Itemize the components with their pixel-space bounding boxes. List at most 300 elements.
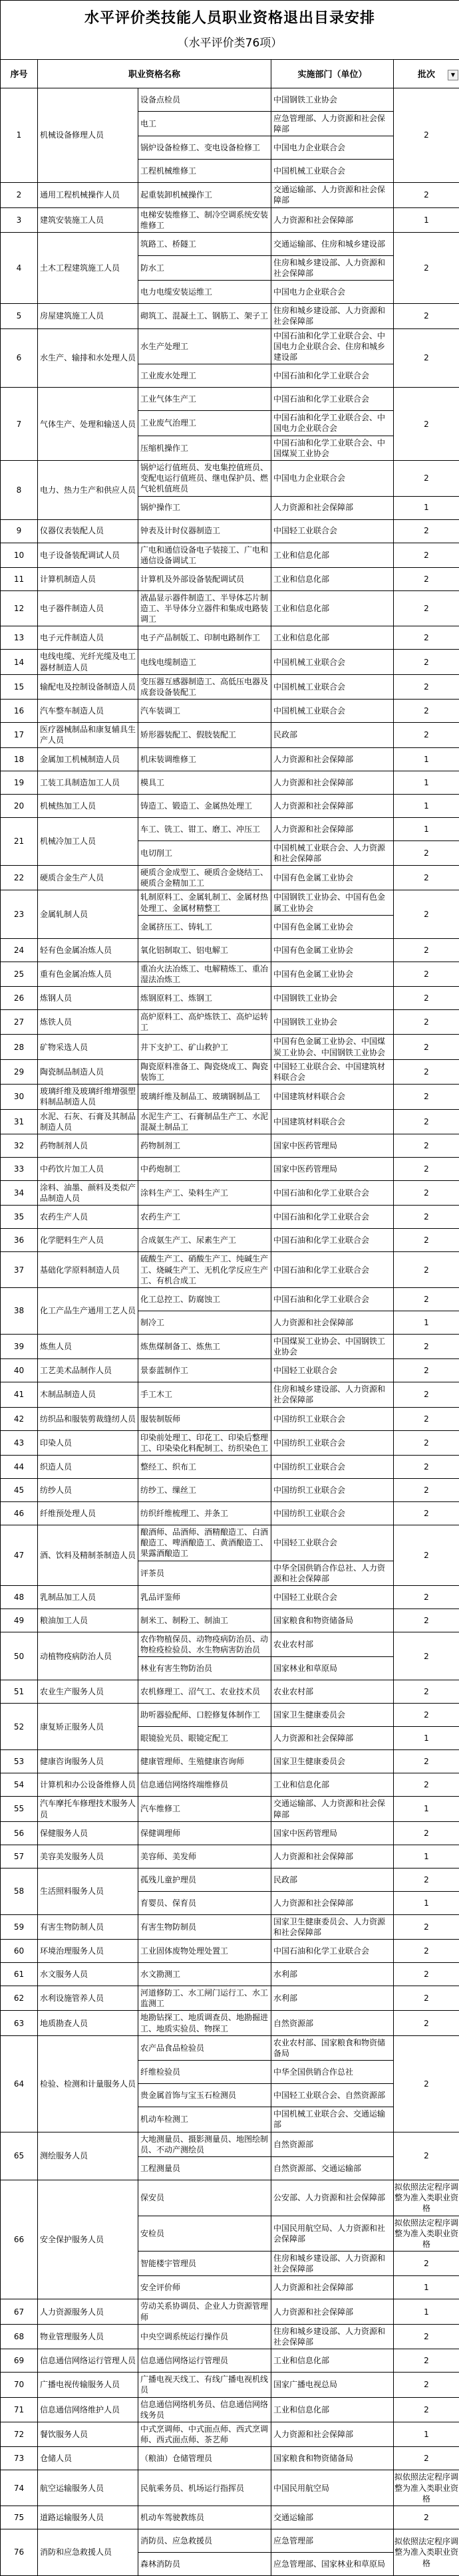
row-no-cell: 11: [1, 567, 38, 590]
batch-cell: 拟依照法定程序调整为准入类职业资格: [394, 2529, 459, 2575]
row-no-cell: 68: [1, 2324, 38, 2349]
row-no-cell: 30: [1, 1085, 38, 1109]
row-no-cell: 25: [1, 962, 38, 986]
batch-cell: 2: [394, 2011, 459, 2035]
department-cell: 中国石油和化学工业联合会: [271, 1206, 394, 1229]
qualification-cell: 金属挤压工、铸轧工: [138, 915, 271, 938]
group-cell: 织造人员: [38, 1456, 138, 1479]
batch-cell: 2: [394, 1059, 459, 1084]
row-no-cell: 60: [1, 1940, 38, 1963]
department-cell: 中国轻工业联合会: [271, 1359, 394, 1382]
qualification-cell: 保健调理师: [138, 1821, 271, 1845]
table-row: [1, 2180, 459, 2216]
qualification-cell: 安检员: [138, 2216, 271, 2252]
department-cell: 工业和信息化部: [271, 590, 394, 626]
table-row: [1, 1180, 459, 1205]
group-cell: 水生产、输排和水处理人员: [38, 328, 138, 388]
department-cell: 工业和信息化部: [271, 626, 394, 650]
qualification-cell: 民航乘务员、机场运行指挥员: [138, 2470, 271, 2506]
department-cell: 中国石油和化学工业联合会、中国电力企业联合会: [271, 411, 394, 436]
row-no-cell: 57: [1, 1845, 38, 1868]
group-cell: 纺织品和服装剪裁缝纫人员: [38, 1407, 138, 1430]
batch-cell: 2: [394, 304, 459, 328]
group-cell: 航空运输服务人员: [38, 2470, 138, 2506]
qualification-cell: 信息通信网络运行管理员: [138, 2349, 271, 2373]
department-cell: 住房和城乡建设部、人力资源和社会保障部: [271, 255, 394, 280]
qualification-cell: 炼钢原料工、炼钢工: [138, 987, 271, 1010]
row-no-cell: 69: [1, 2349, 38, 2373]
group-cell: 重有色金属冶炼人员: [38, 962, 138, 986]
row-no-cell: 31: [1, 1109, 38, 1134]
qualification-cell: 河道修防工、水工闸门运行工、水工监测工: [138, 1986, 271, 2011]
table-row: [1, 865, 459, 890]
department-cell: 住房和城乡建设部、人力资源和社会保障部: [271, 1382, 394, 1407]
qualification-cell: 水泥生产工、石膏制品生产工、水泥混凝土制品工: [138, 1109, 271, 1134]
batch-cell: 2: [394, 1986, 459, 2011]
group-cell: 餐饮服务人员: [38, 2422, 138, 2446]
qualification-cell: 评茶员: [138, 1561, 271, 1585]
row-no-cell: 37: [1, 1252, 38, 1288]
row-no-cell: 56: [1, 1821, 38, 1845]
table-row: [1, 388, 459, 411]
header-row: [1, 59, 459, 88]
department-cell: 中国有色金属工业协会: [271, 938, 394, 962]
table-row: [1, 1940, 459, 1963]
qualification-cell: 水生产处理工: [138, 328, 271, 364]
qualification-cell: 农作物植保员、动物疫病防治员、动物检疫检验员、水生物病害防治员: [138, 1632, 271, 1656]
group-cell: 道路运输服务人员: [38, 2506, 138, 2529]
department-cell: 农业农村部: [271, 1680, 394, 1704]
row-no-cell: 62: [1, 1986, 38, 2011]
group-cell: 有害生物防制人员: [38, 1914, 138, 1939]
batch-cell: 2: [394, 1868, 459, 1891]
qualification-cell: 锅炉操作工: [138, 496, 271, 519]
qualification-cell: 酿酒师、品酒师、酒精酿造工、白酒酿造工、啤酒酿造工、黄酒酿造工、果露酒酿造工: [138, 1525, 271, 1561]
table-row: [1, 723, 459, 747]
group-cell: 信息通信网络维护人员: [38, 2397, 138, 2422]
qualification-cell: 变压器互感器制造工、高低压电器及成套设备装配工: [138, 674, 271, 699]
qualification-cell: 铸造工、锻造工、金属热处理工: [138, 794, 271, 817]
qualification-cell: 保安员: [138, 2180, 271, 2216]
batch-cell: 2: [394, 2373, 459, 2397]
qualification-cell: 景泰蓝制作工: [138, 1359, 271, 1382]
batch-cell: 1: [394, 207, 459, 232]
qualification-cell: 消防员、应急救援员: [138, 2529, 271, 2552]
row-no-cell: 26: [1, 987, 38, 1010]
qualification-cell: 智能楼宇管理员: [138, 2252, 271, 2276]
group-cell: 工装工具制造加工人员: [38, 771, 138, 794]
batch-cell: 2: [394, 1010, 459, 1035]
group-cell: 化学肥料生产人员: [38, 1229, 138, 1252]
row-no-cell: 8: [1, 460, 38, 519]
table-row: [1, 1359, 459, 1382]
table-row: [1, 794, 459, 817]
table-row: [1, 88, 459, 111]
qualification-cell: 大地测量员、摄影测量员、地图绘制员、不动产测绘员: [138, 2132, 271, 2156]
table-row: [1, 1059, 459, 1084]
batch-cell: 2: [394, 1287, 459, 1311]
batch-cell: 2: [394, 1456, 459, 1479]
table-row: [1, 2397, 459, 2422]
qualification-cell: 美容师、美发师: [138, 1845, 271, 1868]
qualification-cell: 重冶火法冶炼工、电解精炼工、重冶湿法冶炼工: [138, 962, 271, 986]
batch-cell: 2: [394, 626, 459, 650]
qualification-cell: 玻璃纤维及制品工、玻璃钢制品工: [138, 1085, 271, 1109]
department-cell: 中国民用航空局: [271, 2470, 394, 2506]
batch-cell: 2: [394, 388, 459, 461]
qualification-cell: 纤维检验员: [138, 2061, 271, 2084]
table-row: [1, 207, 459, 232]
qualification-cell: 纺织纤维梳理工、并条工: [138, 1502, 271, 1525]
row-no-cell: 45: [1, 1479, 38, 1502]
table-row: [1, 1085, 459, 1109]
batch-cell: 1: [394, 2299, 459, 2324]
department-cell: 国家卫生健康委员会: [271, 1750, 394, 1773]
table-row: [1, 2470, 459, 2506]
table-row: [1, 626, 459, 650]
header-batch: [394, 59, 459, 88]
table-body: [1, 88, 459, 2575]
row-no-cell: 72: [1, 2422, 38, 2446]
department-cell: 工业和信息化部: [271, 543, 394, 567]
row-no-cell: 58: [1, 1868, 38, 1914]
group-cell: 粮油加工人员: [38, 1609, 138, 1632]
group-cell: 水利设施管养人员: [38, 1986, 138, 2011]
group-cell: 药物制剂人员: [38, 1134, 138, 1157]
group-cell: 炼焦人员: [38, 1334, 138, 1358]
table-row: [1, 1134, 459, 1157]
group-cell: 乳制品加工人员: [38, 1585, 138, 1609]
table-row: [1, 1750, 459, 1773]
row-no-cell: 13: [1, 626, 38, 650]
row-no-cell: 10: [1, 543, 38, 567]
department-cell: 住房和城乡建设部、人力资源和社会保障部: [271, 304, 394, 328]
group-cell: 水文服务人员: [38, 1963, 138, 1986]
department-cell: 中国电力企业联合会: [271, 281, 394, 304]
department-cell: 中国石油和化学工业联合会: [271, 1229, 394, 1252]
table-row: [1, 460, 459, 496]
department-cell: 国家粮食和物资储备局: [271, 2447, 394, 2470]
group-cell: 金属轧制人员: [38, 890, 138, 938]
row-no-cell: 17: [1, 723, 38, 747]
page-title: 水平评价类技能人员职业资格退出目录安排: [3, 9, 456, 29]
department-cell: 中华全国供销合作总社、人力资源和社会保障部: [271, 1561, 394, 1585]
department-cell: 人力资源和社会保障部: [271, 496, 394, 519]
row-no-cell: 51: [1, 1680, 38, 1704]
row-no-cell: 5: [1, 304, 38, 328]
group-cell: 矿物采选人员: [38, 1035, 138, 1059]
table-row: [1, 2447, 459, 2470]
batch-cell: 2: [394, 88, 459, 182]
qualification-cell: 轧制原料工、金属轧制工、金属材热处理工、金属材精整工: [138, 890, 271, 915]
department-cell: 工业和信息化部: [271, 1773, 394, 1797]
batch-cell: 2: [394, 183, 459, 207]
batch-cell: 2: [394, 519, 459, 543]
table-row: [1, 674, 459, 699]
batch-cell: 2: [394, 700, 459, 723]
group-cell: 机械设备修理人员: [38, 88, 138, 182]
group-cell: 医疗器械制品和康复辅具生产人员: [38, 723, 138, 747]
table-row: [1, 2324, 459, 2349]
batch-cell: 2: [394, 865, 459, 890]
department-cell: 中国石油和化学工业联合会: [271, 364, 394, 388]
group-cell: 玻璃纤维及玻璃纤维增强塑料制品制造人员: [38, 1085, 138, 1109]
department-cell: 国家广播电视总局: [271, 2373, 394, 2397]
department-cell: 应急管理部: [271, 2529, 394, 2552]
batch-cell: 2: [394, 674, 459, 699]
department-cell: 中国有色金属工业协会: [271, 962, 394, 986]
batch-cell: 2: [394, 1773, 459, 1797]
batch-cell: 2: [394, 1407, 459, 1430]
table-row: [1, 519, 459, 543]
batch-cell: 2: [394, 962, 459, 986]
qualification-cell: 涂料生产工、染料生产工: [138, 1180, 271, 1205]
qualification-cell: 信息通信网络终端维修员: [138, 1773, 271, 1797]
row-no-cell: 18: [1, 747, 38, 771]
row-no-cell: 16: [1, 700, 38, 723]
department-cell: 人力资源和社会保障部: [271, 2299, 394, 2324]
row-no-cell: 34: [1, 1180, 38, 1205]
group-cell: 汽车整车制造人员: [38, 700, 138, 723]
department-cell: 中国钢铁工业协会: [271, 1010, 394, 1035]
batch-cell: 2: [394, 543, 459, 567]
row-no-cell: 44: [1, 1456, 38, 1479]
batch-cell: 2: [394, 590, 459, 626]
row-no-cell: 64: [1, 2035, 38, 2132]
table-row: [1, 1914, 459, 1939]
group-cell: 基础化学原料制造人员: [38, 1252, 138, 1288]
row-no-cell: 14: [1, 650, 38, 674]
table-row: [1, 2506, 459, 2529]
department-cell: 交通运输部、人力资源和社会保障部: [271, 1797, 394, 1821]
department-cell: 国家中医药管理局: [271, 1134, 394, 1157]
table-row: [1, 1963, 459, 1986]
department-cell: 交通运输部、人力资源和社会保障部: [271, 183, 394, 207]
header-batch-label: 批次: [418, 70, 435, 80]
group-cell: 检验、检测和计量服务人员: [38, 2035, 138, 2132]
department-cell: 人力资源和社会保障部: [271, 747, 394, 771]
qualification-cell: 氧化铝制取工、铝电解工: [138, 938, 271, 962]
table-row: [1, 1845, 459, 1868]
qualification-cell: 服装制版师: [138, 1407, 271, 1430]
department-cell: 工业和信息化部: [271, 2397, 394, 2422]
qualification-cell: 高炉原料工、高炉炼铁工、高炉运转工: [138, 1010, 271, 1035]
table-row: [1, 1382, 459, 1407]
qualification-cell: 地勘钻探工、地质调查员、地勘掘进工、地质实验员、物探工: [138, 2011, 271, 2035]
department-cell: 水利部: [271, 1963, 394, 1986]
department-cell: 中国建筑材料联合会: [271, 1109, 394, 1134]
batch-cell: 2: [394, 2324, 459, 2349]
department-cell: 国家中医药管理局: [271, 1157, 394, 1180]
batch-cell: 2: [394, 1359, 459, 1382]
table-row: [1, 1680, 459, 1704]
qualification-cell: 劳动关系协调员、企业人力资源管理师: [138, 2299, 271, 2324]
qualification-cell: 贵金属首饰与宝玉石检测员: [138, 2084, 271, 2107]
table-row: [1, 1206, 459, 1229]
batch-cell: 1: [394, 2422, 459, 2446]
table-row: [1, 1986, 459, 2011]
batch-cell: 2: [394, 723, 459, 747]
qualification-cell: 电力电缆安装运维工: [138, 281, 271, 304]
department-cell: 住房和城乡建设部、人力资源和社会保障部: [271, 2324, 394, 2349]
department-cell: 人力资源和社会保障部: [271, 1311, 394, 1334]
qualification-cell: 工业废气治理工: [138, 411, 271, 436]
row-no-cell: 48: [1, 1585, 38, 1609]
department-cell: 中国有色金属工业协会: [271, 915, 394, 938]
department-cell: 中国民用航空局、人力资源和社会保障部: [271, 2216, 394, 2252]
department-cell: 农业农村部、国家粮食和物资储备局: [271, 2035, 394, 2060]
qualification-cell: 锅炉设备检修工、变电设备检修工: [138, 136, 271, 160]
qualification-cell: 机床装调维修工: [138, 747, 271, 771]
qualification-cell: 农药生产工: [138, 1206, 271, 1229]
batch-cell: 2: [394, 2447, 459, 2470]
qualification-cell: 化工总控工、防腐蚀工: [138, 1287, 271, 1311]
qualification-cell: 车工、铣工、钳工、磨工、冲压工: [138, 817, 271, 840]
qualification-cell: 纺纱工、缫丝工: [138, 1479, 271, 1502]
header-qualification: 职业资格名称: [38, 59, 271, 88]
department-cell: 中国有色金属工业协会: [271, 865, 394, 890]
row-no-cell: 74: [1, 2470, 38, 2506]
group-cell: 房屋建筑施工人员: [38, 304, 138, 328]
department-cell: 水利部: [271, 1986, 394, 2011]
department-cell: 人力资源和社会保障部: [271, 2422, 394, 2446]
qualification-cell: 电切削工: [138, 840, 271, 865]
group-cell: 电线电缆、光纤光缆及电工器材制造人员: [38, 650, 138, 674]
batch-cell: 1: [394, 747, 459, 771]
batch-cell: 1: [394, 2276, 459, 2299]
table-row: [1, 2011, 459, 2035]
department-cell: 人力资源和社会保障部: [271, 1845, 394, 1868]
group-cell: 水泥、石灰、石膏及其制品制造人员: [38, 1109, 138, 1134]
title-row: [1, 1, 459, 60]
department-cell: 人力资源和社会保障部: [271, 817, 394, 840]
group-cell: 气体生产、处理和输送人员: [38, 388, 138, 461]
qualification-cell: 安全评价师: [138, 2276, 271, 2299]
group-cell: 美容美发服务人员: [38, 1845, 138, 1868]
table-row: [1, 567, 459, 590]
group-cell: 通用工程机械操作人员: [38, 183, 138, 207]
department-cell: 中国石油和化学工业联合会: [271, 1252, 394, 1288]
batch-cell: 2: [394, 1035, 459, 1059]
row-no-cell: 38: [1, 1287, 38, 1334]
batch-cell: 2: [394, 2349, 459, 2373]
qualification-cell: 电工: [138, 111, 271, 136]
row-no-cell: 61: [1, 1963, 38, 1986]
batch-cell: 2: [394, 1585, 459, 1609]
batch-cell: 2: [394, 840, 459, 865]
qualification-cell: 工程测量员: [138, 2156, 271, 2180]
department-cell: 人力资源和社会保障部: [271, 1727, 394, 1750]
row-no-cell: 52: [1, 1704, 38, 1750]
qualification-cell: 药物制剂工: [138, 1134, 271, 1157]
qualification-cell: 工业废水处理工: [138, 364, 271, 388]
table-row: [1, 1010, 459, 1035]
department-cell: 住房和城乡建设部、人力资源和社会保障部: [271, 2252, 394, 2276]
batch-cell: 1: [394, 817, 459, 840]
group-cell: 木制品制造人员: [38, 1382, 138, 1407]
department-cell: 人力资源和社会保障部: [271, 771, 394, 794]
table-row: [1, 771, 459, 794]
group-cell: 消防和应急救援人员: [38, 2529, 138, 2575]
qualification-cell: 机动车检测工: [138, 2107, 271, 2132]
row-no-cell: 66: [1, 2180, 38, 2299]
group-cell: 计算机和办公设备维修人员: [38, 1773, 138, 1797]
qualification-cell: 液晶显示器件制造工、半导体芯片制造工、半导体分立器件和集成电路装调工: [138, 590, 271, 626]
table-row: [1, 1407, 459, 1430]
qualification-cell: 压缩机操作工: [138, 436, 271, 460]
department-cell: 工业和信息化部: [271, 567, 394, 590]
row-no-cell: 27: [1, 1010, 38, 1035]
table-row: [1, 183, 459, 207]
batch-cell: 1: [394, 496, 459, 519]
department-cell: 中国有色金属工业协会、中国煤炭工业协会、中国钢铁工业协会: [271, 1035, 394, 1059]
department-cell: 中国纺织工业联合会: [271, 1502, 394, 1525]
table-row: [1, 1334, 459, 1358]
batch-cell: 1: [394, 794, 459, 817]
batch-cell: 2: [394, 890, 459, 938]
row-no-cell: 1: [1, 88, 38, 182]
qualification-cell: 制冷工: [138, 1311, 271, 1334]
qualification-cell: 炼焦煤制备工、炼焦工: [138, 1334, 271, 1358]
batch-cell: 2: [394, 1940, 459, 1963]
batch-cell: 2: [394, 1821, 459, 1845]
batch-cell: 1: [394, 1891, 459, 1914]
department-cell: 中国轻工业联合会: [271, 1525, 394, 1561]
group-cell: 保健服务人员: [38, 1821, 138, 1845]
department-cell: 中国钢铁工业协会、中国有色金属工业协会: [271, 890, 394, 915]
row-no-cell: 33: [1, 1157, 38, 1180]
table-row: [1, 1252, 459, 1288]
group-cell: 酒、饮料及精制茶制造人员: [38, 1525, 138, 1586]
group-cell: 电子设备装配调试人员: [38, 543, 138, 567]
batch-cell: 2: [394, 1479, 459, 1502]
batch-cell: 2: [394, 2132, 459, 2180]
group-cell: 农业生产服务人员: [38, 1680, 138, 1704]
row-no-cell: 7: [1, 388, 38, 461]
group-cell: 中药饮片加工人员: [38, 1157, 138, 1180]
qualification-cell: 工程机械维修工: [138, 160, 271, 183]
qualification-cell: 砌筑工、混凝土工、钢筋工、架子工: [138, 304, 271, 328]
row-no-cell: 3: [1, 207, 38, 232]
qualification-cell: 整经工、织布工: [138, 1456, 271, 1479]
table-row: [1, 2035, 459, 2060]
department-cell: 中国石油和化学工业联合会: [271, 1180, 394, 1205]
group-cell: 工艺美术品制作人员: [38, 1359, 138, 1382]
group-cell: 汽车摩托车修理技术服务人员: [38, 1797, 138, 1821]
qualification-cell: 井下支护工、矿山救护工: [138, 1035, 271, 1059]
qualification-cell: 电梯安装维修工、制冷空调系统安装维修工: [138, 207, 271, 232]
group-cell: 人力资源服务人员: [38, 2299, 138, 2324]
department-cell: 自然资源部: [271, 2011, 394, 2035]
table-row: [1, 1479, 459, 1502]
department-cell: 中国纺织工业联合会: [271, 1479, 394, 1502]
batch-cell: 1: [394, 1797, 459, 1821]
filter-dropdown-icon[interactable]: ▼: [448, 70, 458, 80]
batch-cell: 2: [394, 328, 459, 388]
group-cell: 安全保护服务人员: [38, 2180, 138, 2299]
qualification-cell: 设备点检员: [138, 88, 271, 111]
department-cell: 国家卫生健康委员会: [271, 1704, 394, 1727]
qualification-cell: 锅炉运行值班员、发电集控值班员、变配电运行值班员、继电保护员、燃气轮机值班员: [138, 460, 271, 496]
qualification-cell: 机动车驾驶教练员: [138, 2506, 271, 2529]
group-cell: 生活照料服务人员: [38, 1868, 138, 1914]
department-cell: 中国机械工业联合会、人力资源和社会保障部: [271, 840, 394, 865]
department-cell: 交通运输部: [271, 2506, 394, 2529]
qualification-cell: 汽车装调工: [138, 700, 271, 723]
qualification-cell: 农机修理工、沼气工、农业技术员: [138, 1680, 271, 1704]
batch-cell: 2: [394, 1334, 459, 1358]
row-no-cell: 36: [1, 1229, 38, 1252]
